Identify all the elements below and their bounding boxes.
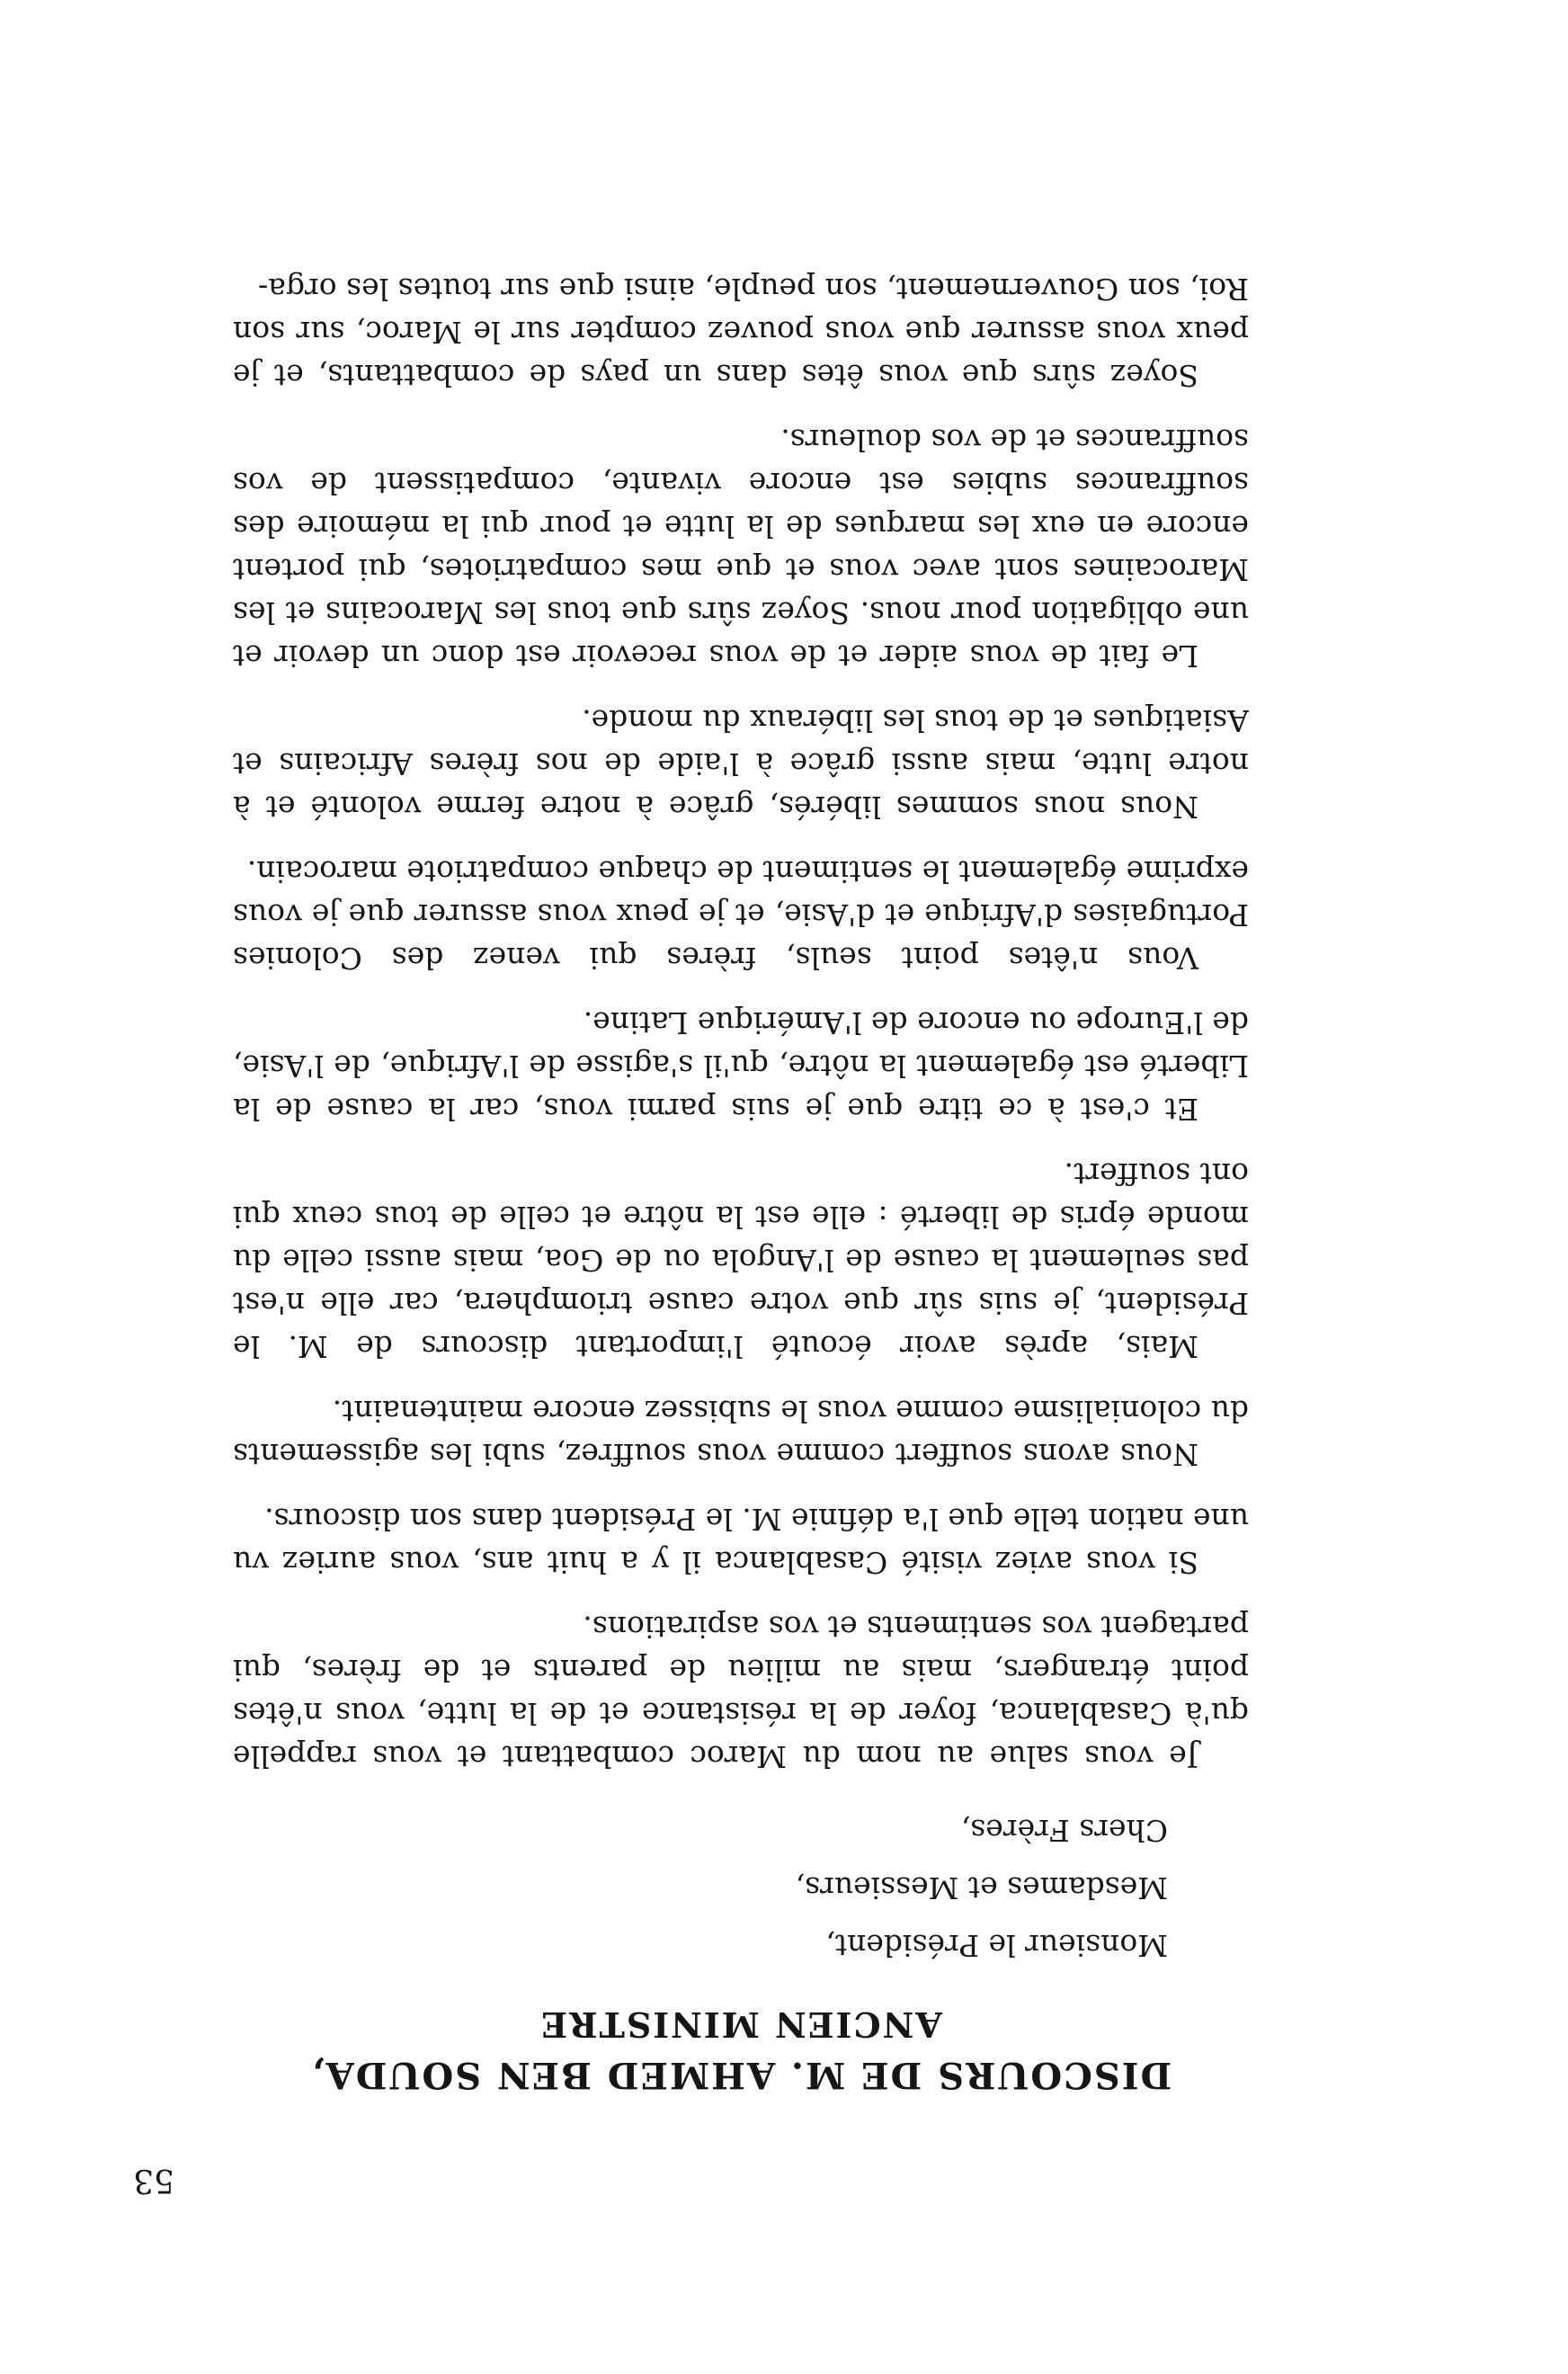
paragraph: Nous nous sommes libérés, grâce à notre ferme volonté et à notre lutte, mais aussi grâce à l'aide de nos frères Africains et Asiatiques et de tous les libéraux du monde. [233,703,1249,825]
salutation-audience: Mesdames et Messieurs, [795,1870,1168,1905]
paragraph: Je vous salue au nom du Maroc combattant et vous rappelle qu'à Casablanca, foyer de la résistance et de la lutte, vous n'êtes point étrangers, mais au milieu de parents et de frères, qui partagent vos sentiments et vos aspirations. [233,1610,1249,1774]
paragraph: Soyez sûrs que vous êtes dans un pays de combattants, et je peux vous assurer que vous pouvez compter sur le Maroc, sur son Roi, son Gouvernement, son peuple, ainsi que sur toutes les orga- [233,272,1249,393]
paragraph: Vous n'êtes point seuls, frères qui venez des Colonies Portugaises d'Afrique et d'Asie, et je peux vous assurer que je vous exprime également le sentiment de chaque compatriote marocain. [233,854,1249,976]
page-number: 53 [133,2162,174,2199]
salutation-president: Monsieur le Président, [825,1928,1168,1963]
paragraph: Nous avons souffert comme vous souffrez, subi les agissements du colonialisme comme vous le subissez encore maintenaint. [233,1394,1249,1472]
salutation-brothers: Chers Frères, [960,1813,1168,1848]
paragraph: Le fait de vous aider et de vous recevoir est donc un devoir et une obligation pour nous. Soyez sûrs que tous les Marocains et les Marocaines sont avec vous et que mes compatriotes, qui portent encore en eux les marques de la lutte et pour qui la mémoire des souffrances subies est encore vivante, compatissent de vos souffrances et de vos douleurs. [233,423,1249,674]
document-body [233,245,1249,2100]
speech-subtitle: ANCIEN MINISTRE [539,2004,942,2045]
paragraph: Mais, après avoir écouté l'important discours de M. le Président, je suis sûr que votre cause triomphera, car elle n'est pas seulement la cause de l'Angola ou de Goa, mais aussi celle du monde épris de liberté : elle est la nôtre et celle de tous ceux qui ont souffert. [233,1156,1249,1364]
speech-title: DISCOURS DE M. AHMED BEN SOUDA, [309,2054,1172,2096]
paragraph: Si vous aviez visité Casablanca il y a huit ans, vous auriez vu une nation telle que l'a définie M. le Président dans son discours. [233,1502,1249,1580]
paragraph: Et c'est à ce titre que je suis parmi vous, car la cause de la Liberté est également la nôtre, qu'il s'agisse de l'Afrique, de l'Asie, de l'Europe ou encore de l'Amérique Latine. [233,1005,1249,1127]
